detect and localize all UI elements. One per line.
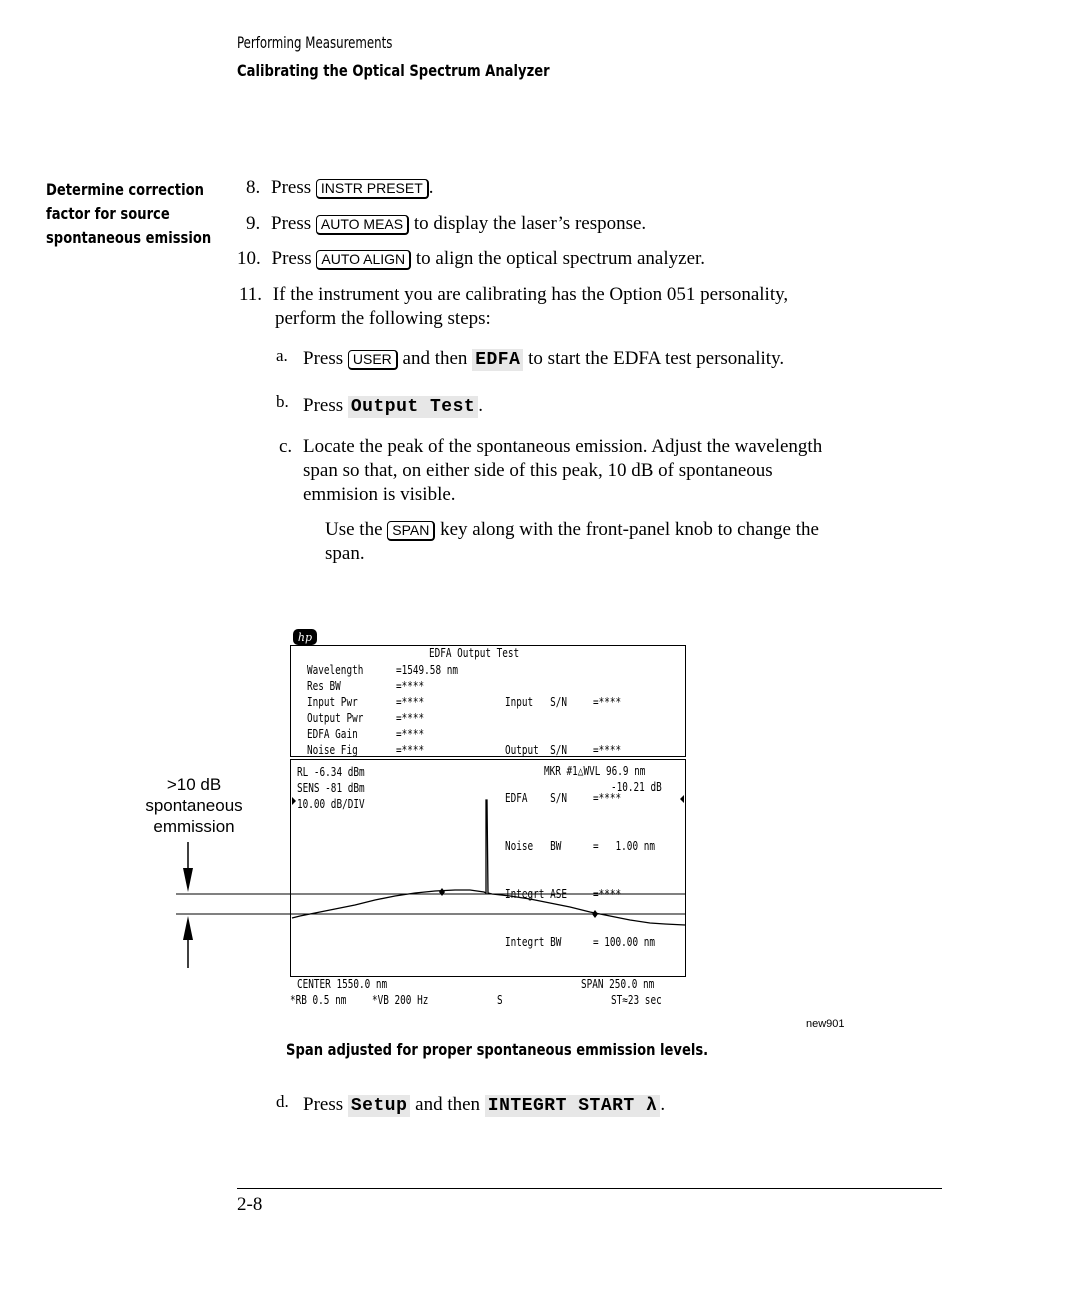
table-right-labels [505, 662, 567, 966]
table-value: =**** [593, 743, 622, 757]
table-label: Output S/N [505, 743, 567, 757]
resolution-bw: *RB 0.5 nm [290, 993, 347, 1007]
annotation-line: emmission [153, 817, 235, 836]
table-value: = 100.00 nm [593, 935, 655, 949]
table-value: = 1.00 nm [593, 839, 655, 853]
integrt-start-softkey[interactable]: INTEGRT START λ [485, 1095, 661, 1117]
setup-softkey[interactable]: Setup [348, 1095, 411, 1117]
auto-meas-key[interactable]: AUTO MEAS [316, 215, 409, 235]
page-number: 2-8 [237, 1194, 263, 1215]
sidebar-line-1: Determine correction [46, 180, 204, 199]
marker-delta: -10.21 dB [611, 780, 662, 794]
table-label: EDFA S/N [505, 791, 567, 805]
table-label: Input Pwr [307, 695, 358, 709]
table-label: Res BW [307, 679, 341, 693]
step-text: Press [271, 248, 312, 269]
span-key[interactable]: SPAN [387, 521, 435, 541]
table-value: =1549.58 nm [396, 663, 458, 677]
table-value: =**** [396, 711, 425, 725]
table-value: =**** [396, 743, 425, 757]
step-text: Press [271, 177, 312, 198]
step-number: 10. [237, 248, 261, 269]
marker-readout: MKR #1△WVL 96.9 nm [544, 764, 646, 778]
sensitivity: SENS -81 dBm [297, 781, 365, 795]
screen-title: EDFA Output Test [429, 646, 520, 660]
span-readout: SPAN 250.0 nm [581, 977, 655, 991]
ref-level-marker [292, 797, 296, 805]
step-text: and then [415, 1094, 481, 1115]
table-label: Output Pwr [307, 711, 364, 725]
step-number: 8. [246, 177, 261, 198]
step-text: Press [303, 348, 344, 369]
table-right-values [593, 662, 655, 966]
sub-d-label: d. [276, 1092, 289, 1111]
section-header: Performing Measurements [237, 33, 393, 52]
down-arrow-icon [183, 842, 193, 892]
step-text: Press [303, 1094, 344, 1115]
marker-diamond [439, 888, 445, 896]
table-label: Integrt BW [505, 935, 562, 949]
table-label: Noise Fig [307, 743, 358, 757]
sub-d [303, 1094, 665, 1116]
step-text: . [428, 177, 434, 198]
sweep-mode: S [497, 993, 503, 1007]
sidebar-line-3: spontaneous emission [46, 228, 212, 247]
svg-text:hp: hp [297, 631, 313, 644]
table-value: =**** [396, 679, 425, 693]
table-left-labels [307, 662, 363, 758]
step-text: Use the [325, 519, 383, 540]
instr-preset-key[interactable]: INSTR PRESET [316, 179, 429, 199]
step-11-line-2: perform the following steps: [275, 308, 491, 329]
sub-c-line-3: emmision is visible. [303, 484, 456, 505]
sub-b-label: b. [276, 392, 289, 411]
reference-level: RL -6.34 dBm [297, 765, 365, 779]
table-value: =**** [396, 695, 425, 709]
table-value: =**** [593, 695, 622, 709]
sub-c-line-1: Locate the peak of the spontaneous emission. Adjust the wavelength [303, 436, 823, 457]
step-number: 11. [239, 284, 263, 305]
sweep-time: ST≈23 sec [611, 993, 662, 1007]
table-label: Input S/N [505, 695, 567, 709]
step-text: and then [402, 348, 468, 369]
user-key[interactable]: USER [348, 350, 398, 370]
table-label: Integrt ASE [505, 887, 567, 901]
trace-settings [297, 764, 365, 812]
center-wavelength: CENTER 1550.0 nm [297, 977, 388, 991]
table-value: =**** [593, 791, 622, 805]
step-text: to align the optical spectrum analyzer. [415, 248, 706, 269]
video-bw: *VB 200 Hz [372, 993, 429, 1007]
table-label: EDFA Gain [307, 727, 358, 741]
sidebar-line-2: factor for source [46, 204, 170, 223]
edfa-softkey[interactable]: EDFA [472, 349, 523, 371]
annotation-line: >10 dB [166, 775, 222, 794]
step-text: If the instrument you are calibrating has the Option 051 personality, [272, 284, 789, 305]
ref-level-marker [680, 795, 684, 803]
step-text: to display the laser’s response. [413, 213, 647, 234]
table-value: =**** [593, 887, 622, 901]
step-text: Press [303, 395, 344, 416]
figure-id: new901 [806, 1018, 845, 1030]
sub-c-line-2: span so that, on either side of this peak, 10 dB of spontaneous [303, 460, 773, 481]
table-label: Noise BW [505, 839, 562, 853]
step-number: 9. [246, 213, 261, 234]
sub-c-label: c. [279, 436, 293, 457]
auto-align-key[interactable]: AUTO ALIGN [316, 250, 411, 270]
step-text: to start the EDFA test personality. [528, 348, 785, 369]
figure-caption: Span adjusted for proper spontaneous emmission levels. [286, 1040, 709, 1059]
page-title: Calibrating the Optical Spectrum Analyzer [237, 61, 550, 80]
scale-per-div: 10.00 dB/DIV [297, 797, 365, 811]
step-text: Press [271, 213, 312, 234]
sub-a-label: a. [276, 346, 288, 365]
output-test-softkey[interactable]: Output Test [348, 396, 478, 418]
annotation-line: spontaneous [145, 796, 243, 815]
step-text: . [660, 1094, 666, 1115]
span-note-line-2: span. [325, 543, 365, 564]
step-text: . [478, 395, 483, 416]
table-label: Wavelength [307, 663, 364, 677]
table-value: =**** [396, 727, 425, 741]
up-arrow-icon [183, 916, 193, 968]
step-text: key along with the front-panel knob to change the [440, 519, 819, 540]
table-left-values [396, 662, 458, 758]
hp-logo [293, 629, 317, 645]
